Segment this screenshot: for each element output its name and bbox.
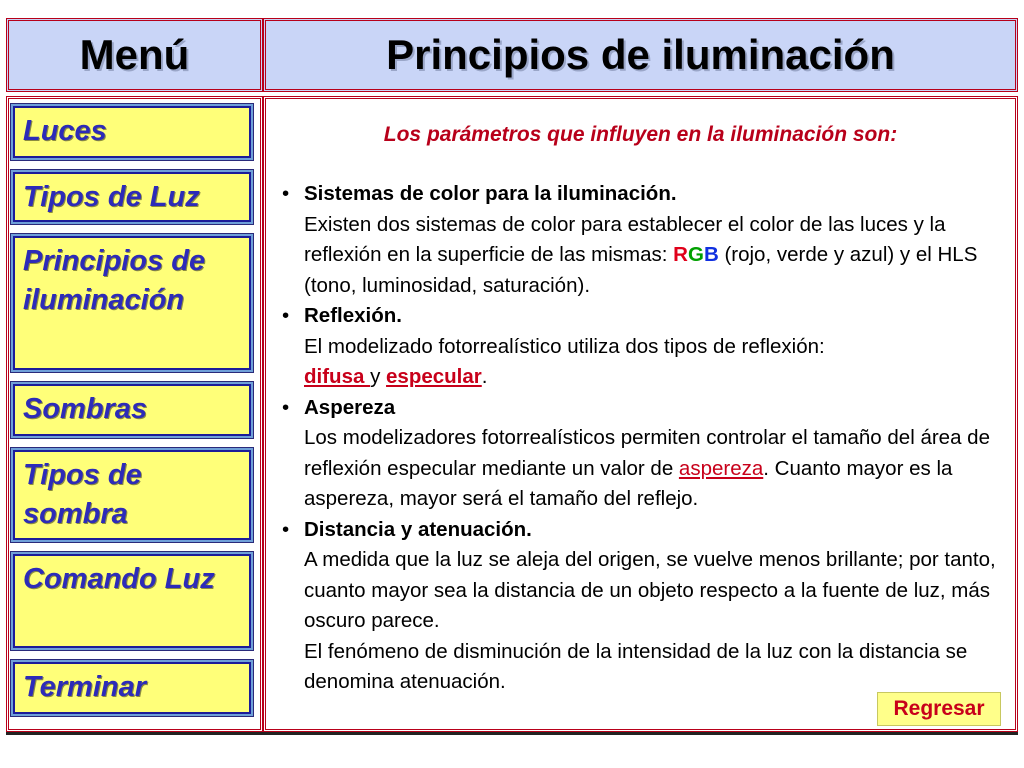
section-text: Los modelizadores fotorrealísticos permiten controlar el tamaño del área de reflexión especular mediante un valor de aspereza. Cuanto mayor es la aspereza, mayor será el tamaño del reflejo. [304, 426, 990, 510]
menu-header-title: Menú [79, 31, 190, 78]
link-difusa[interactable]: difusa [304, 365, 371, 388]
menu-item-label: Sombras [23, 393, 148, 425]
menu-item-label: Tipos de Luz [23, 181, 200, 213]
section-title: Aspereza [304, 395, 396, 419]
section-text: El fenómeno de disminución de la intensidad de la luz con la distancia se denomina atenuación. [304, 639, 968, 693]
menu-item-terminar[interactable] [13, 662, 251, 714]
list-item [282, 301, 1002, 393]
menu-item-principios-de-iluminacion[interactable] [13, 236, 251, 370]
page-header [263, 18, 1018, 92]
intro-heading: Los parámetros que influyen en la iluminación son: [383, 123, 898, 146]
section-title: Sistemas de color para la iluminación. [304, 182, 677, 205]
rgb-g: G [687, 243, 704, 266]
bullet-icon: • [282, 517, 290, 541]
list-item [282, 393, 1002, 515]
bullet-icon: • [282, 182, 290, 205]
rgb-b: B [703, 243, 719, 266]
section-text: Existen dos sistemas de color para establecer el color de las luces y la reflexión en la superficie de las mismas: RGB (rojo, verde y azul) y el HLS (tono, luminosidad, saturación). [304, 212, 978, 297]
menu-item-tipos-de-sombra[interactable] [13, 450, 251, 540]
list-item [282, 179, 1002, 301]
regresar-button[interactable]: Regresar [877, 692, 1001, 726]
section-title: Distancia y atenuación. [304, 517, 532, 541]
menu-item-luces[interactable] [13, 106, 251, 158]
menu-item-label: Luces [23, 115, 107, 147]
menu-item-tipos-de-luz[interactable] [13, 172, 251, 222]
section-text: El modelizado fotorrealístico utiliza dos tipos de reflexión: difusa y especular. [304, 334, 825, 388]
bottom-divider [6, 732, 1018, 735]
bullet-icon: • [282, 395, 290, 419]
page-title: Principios de iluminación [386, 31, 895, 78]
section-title: Reflexión. [304, 304, 402, 327]
section-text: A medida que la luz se aleja del origen, se vuelve menos brillante; por tanto, cuanto mayor sea la distancia de un objeto respecto a la fuente de luz, más oscuro parece. [304, 548, 996, 632]
content-panel [263, 96, 1018, 732]
link-especular[interactable]: especular [386, 365, 482, 388]
menu-item-label: Tipos de sombra [23, 459, 142, 530]
list-item [282, 515, 1002, 698]
menu-item-comando-luz[interactable] [13, 554, 251, 648]
link-aspereza[interactable]: aspereza [678, 456, 764, 480]
rgb-r: R [673, 243, 688, 266]
menu-item-label: Comando Luz [23, 563, 215, 595]
menu-item-label: Principios de iluminación [23, 245, 206, 316]
bullet-icon: • [282, 304, 290, 327]
bullet-list [282, 179, 1002, 698]
menu-item-sombras[interactable] [13, 384, 251, 436]
menu-item-label: Terminar [23, 671, 147, 703]
menu-header [6, 18, 263, 92]
